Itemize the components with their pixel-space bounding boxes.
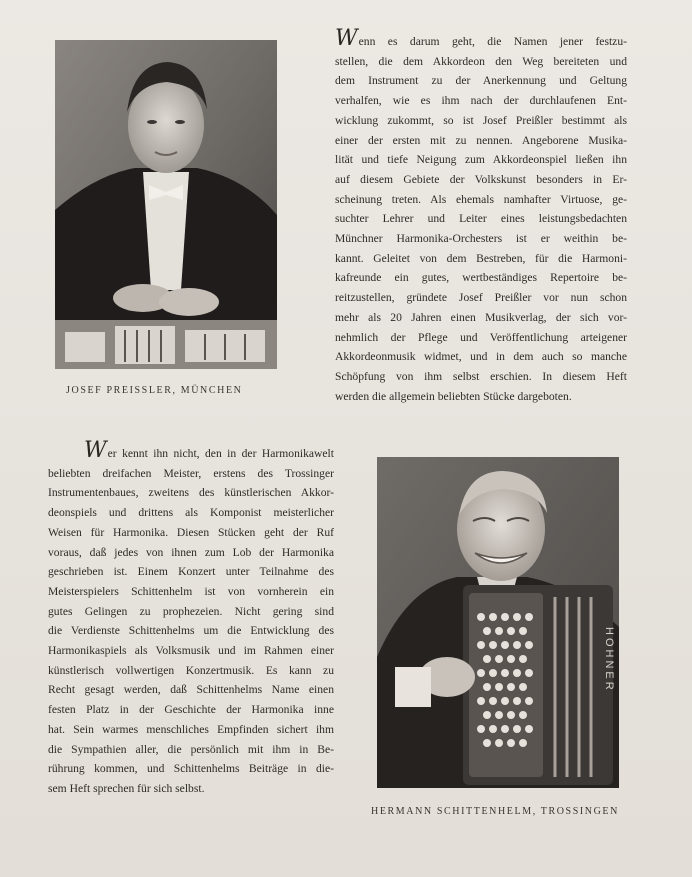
- accordion-brand-text: HOHNER: [603, 627, 615, 693]
- text-line: reitzustellen, gründete Josef Preißler vor nun schon: [335, 291, 627, 305]
- text-line: gutes Gelingen zu prophezeien. Nicht gering sind: [48, 604, 334, 618]
- text-line: kafreunde ein gutes, wertbeständiges Repertoire be-: [335, 271, 627, 285]
- text-line: geschrieben ist. Einem Konzert unter Teilnahme des: [48, 565, 334, 579]
- text-line: Akkordeonmusik widmet, und in dem auch so manche: [335, 350, 627, 364]
- text-line: auf diesem Gebiete der Volkskunst besonders in Er-: [335, 172, 627, 186]
- text-line: Weisen für Harmonika. Diesen Stücken geht der Ruf: [48, 525, 334, 539]
- text-line: stellen, die dem Akkordeon den Weg bereiteten und: [335, 54, 627, 68]
- text-line: wicklung zukommt, so ist Josef Preißler bestimmt als: [335, 113, 627, 127]
- drop-cap: W: [335, 26, 358, 51]
- text-line: Schöpfung von ihm selbst erschien. In diesem Heft: [335, 369, 627, 383]
- drop-cap: W: [84, 438, 107, 463]
- text-line: lität und tiefe Neigung zum Akkordeonspiel ließen ihn: [335, 153, 627, 167]
- text-line: voraus, daß jedes von ihnen zum Lob der Harmonika: [48, 545, 334, 559]
- portrait-preissler-image: [55, 40, 277, 369]
- portrait-photo-preissler: [55, 40, 277, 369]
- text-line: hat. Sein warmes menschliches Empfinden sichert ihm: [48, 722, 334, 736]
- text-line: Wer kennt ihn nicht, den in der Harmonikawelt: [84, 438, 334, 463]
- text-line: beliebten dreifachen Meister, erstens des Trossinger: [48, 466, 334, 480]
- text-line: nehmlich der Pflege und Veröffentlichung arteigener: [335, 330, 627, 344]
- caption-schittenhelm: HERMANN SCHITTENHELM, TROSSINGEN: [371, 806, 619, 817]
- caption-preissler: JOSEF PREISSLER, MÜNCHEN: [66, 385, 243, 396]
- text-line: Münchner Harmonika-Orchesters ist er weithin be-: [335, 232, 627, 246]
- text-line: verhalfen, wie es ihm nach der durchlaufenen Ent-: [335, 94, 627, 108]
- text-line: scheinung treten. Als ehemals namhafter Virtuose, ge-: [335, 192, 627, 206]
- text-line: mehr als 20 Jahren einen Musikverlag, der sich vor-: [335, 310, 627, 324]
- text-line: Wenn es darum geht, die Namen jener festzu-: [335, 26, 627, 51]
- portrait-photo-schittenhelm: [377, 457, 619, 788]
- text-line: sem Heft sprechen für sich selbst.: [48, 781, 205, 795]
- text-line: rührung kommen, und Schittenhelms Beiträge in die-: [48, 762, 334, 776]
- text-line: deonspiels und drittens als Komponist meisterlicher: [48, 506, 334, 520]
- article-schittenhelm-text: [48, 438, 334, 799]
- text-line: die Sympathien aller, die persönlich mit ihm in Be-: [48, 742, 334, 756]
- text-line: Instrumentenbaues, zweitens des künstlerischen Akkor-: [48, 486, 334, 500]
- article-preissler-text: [335, 26, 627, 406]
- text-line: werden die allgemein beliebten Stücke dargeboten.: [335, 389, 572, 403]
- text-line: dem Instrument zu der Anerkennung und Geltung: [335, 74, 627, 88]
- text-line: kannt. Geleitet von dem Bestreben, für die Harmoni-: [335, 251, 627, 265]
- text-line: die Verdienste Schittenhelms um die Entwicklung des: [48, 624, 334, 638]
- text-line: einer der ersten mit zu nennen. Angeborene Musika-: [335, 133, 627, 147]
- text-line: künstlerisch vollwertigen Konzertmusik. Es kann zu: [48, 663, 334, 677]
- text-line: Meisterspielers Schittenhelm ist von vornherein ein: [48, 584, 334, 598]
- text-line: Harmonikaspiels als Volksmusik und im Rahmen einer: [48, 644, 334, 658]
- portrait-schittenhelm-image: [377, 457, 619, 788]
- text-line: festen Platz in der Geschichte der Harmonika inne: [48, 703, 334, 717]
- text-line: suchter Lehrer und Leiter eines leistungsbedachten: [335, 212, 627, 226]
- text-line: Recht gesagt werden, daß Schittenhelms Name einen: [48, 683, 334, 697]
